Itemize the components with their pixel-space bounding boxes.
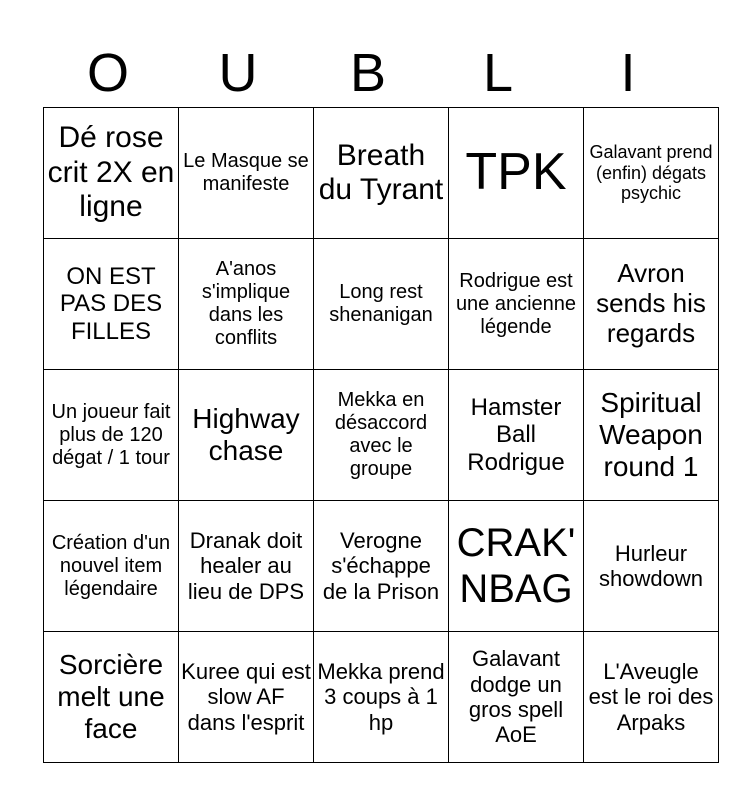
bingo-cell[interactable]: Hamster Ball Rodrigue — [449, 370, 584, 501]
bingo-cell[interactable]: CRAK' NBAG — [449, 501, 584, 632]
bingo-header — [43, 40, 693, 106]
bingo-cell[interactable]: Rodrigue est une ancienne légende — [449, 239, 584, 370]
bingo-row — [44, 239, 719, 370]
bingo-cell[interactable]: Spiritual Weapon round 1 — [584, 370, 719, 501]
bingo-cell[interactable]: Breath du Tyrant — [314, 108, 449, 239]
header-letter-b: B — [349, 43, 387, 103]
header-letter-l: L — [482, 43, 514, 103]
bingo-cell[interactable]: Un joueur fait plus de 120 dégat / 1 tour — [44, 370, 179, 501]
bingo-cell[interactable]: ON EST PAS DES FILLES — [44, 239, 179, 370]
bingo-cell[interactable]: Galavant dodge un gros spell AoE — [449, 632, 584, 763]
bingo-row — [44, 501, 719, 632]
bingo-cell[interactable]: Création d'un nouvel item légendaire — [44, 501, 179, 632]
bingo-cell[interactable]: Verogne s'échappe de la Prison — [314, 501, 449, 632]
bingo-cell[interactable]: Galavant prend (enfin) dégats psychic — [584, 108, 719, 239]
bingo-cell[interactable]: Hurleur showdown — [584, 501, 719, 632]
bingo-cell[interactable]: Le Masque se manifeste — [179, 108, 314, 239]
bingo-cell[interactable]: Highway chase — [179, 370, 314, 501]
bingo-cell[interactable]: TPK — [449, 108, 584, 239]
bingo-cell[interactable]: Kuree qui est slow AF dans l'esprit — [179, 632, 314, 763]
bingo-grid — [43, 107, 719, 763]
bingo-cell[interactable]: A'anos s'implique dans les conflits — [179, 239, 314, 370]
bingo-cell[interactable]: Avron sends his regards — [584, 239, 719, 370]
bingo-row — [44, 632, 719, 763]
bingo-row — [44, 370, 719, 501]
bingo-cell[interactable]: Dranak doit healer au lieu de DPS — [179, 501, 314, 632]
bingo-cell[interactable]: Dé rose crit 2X en ligne — [44, 108, 179, 239]
bingo-cell[interactable]: Sorcière melt une face — [44, 632, 179, 763]
bingo-cell[interactable]: L'Aveugle est le roi des Arpaks — [584, 632, 719, 763]
header-letter-u: U — [218, 43, 258, 103]
bingo-cell[interactable]: Mekka prend 3 coups à 1 hp — [314, 632, 449, 763]
bingo-cell[interactable]: Long rest shenanigan — [314, 239, 449, 370]
header-letter-o: O — [86, 43, 129, 103]
bingo-cell[interactable]: Mekka en désaccord avec le groupe — [314, 370, 449, 501]
header-letter-i: I — [620, 43, 636, 103]
bingo-row — [44, 108, 719, 239]
